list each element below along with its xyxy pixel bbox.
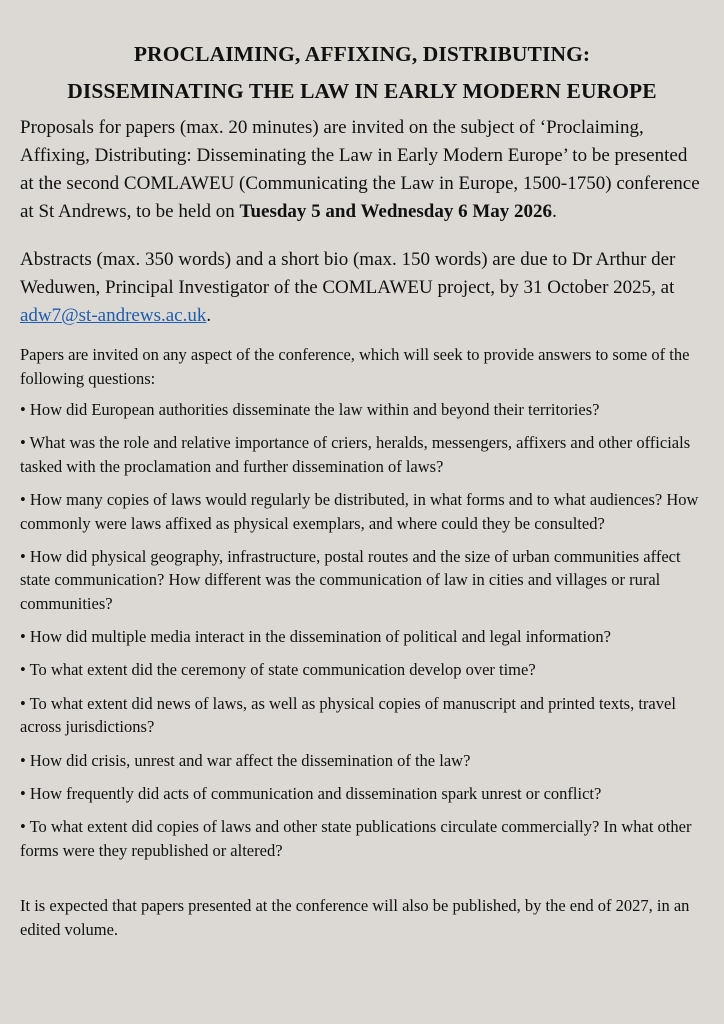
- question-item: [20, 782, 704, 806]
- question-text: To what extent did copies of laws and other state publications circulate commercially? In what other forms were they republished or altered?: [20, 817, 692, 860]
- bullet-icon: •: [20, 433, 26, 453]
- abstracts-text: Abstracts (max. 350 words) and a short bio (max. 150 words) are due to Dr Arthur der Weduwen, Principal Investigator of the COMLAWEU project, by 31 October 2025, at: [20, 249, 676, 298]
- abstracts-end: .: [206, 305, 212, 326]
- bullet-icon: •: [20, 750, 26, 770]
- question-text: To what extent did the ceremony of state communication develop over time?: [29, 660, 536, 680]
- question-text: How did crisis, unrest and war affect the dissemination of the law?: [29, 750, 471, 770]
- question-item: [20, 692, 704, 739]
- bullet-icon: •: [20, 627, 26, 647]
- intro-text: Proposals for papers (max. 20 minutes) are invited on the subject of ‘Proclaiming, Affixing, Distributing: Disseminating the Law in Early Modern Europe’ to be presented at the second COMLAWEU (Communicating the Law in Europe, 1500-1750) conference at St Andrews, to be held on: [20, 117, 700, 222]
- bullet-icon: •: [20, 783, 26, 803]
- title-line-1: PROCLAIMING, AFFIXING, DISTRIBUTING:: [133, 42, 591, 66]
- question-text: How did multiple media interact in the dissemination of political and legal information?: [29, 627, 611, 647]
- intro-end: .: [552, 201, 557, 222]
- question-item: [20, 625, 704, 649]
- intro-paragraph: [20, 114, 704, 226]
- question-text: To what extent did news of laws, as well as physical copies of manuscript and printed texts, travel across jurisdictions?: [20, 693, 676, 737]
- question-text: How did European authorities disseminate the law within and beyond their territories?: [29, 400, 600, 419]
- call-for-papers-document: [20, 36, 704, 941]
- question-text: What was the role and relative importance of criers, heralds, messengers, affixers and other officials tasked with the proclamation and further dissemination of laws?: [20, 433, 691, 476]
- questions-list: [20, 398, 704, 862]
- question-text: How frequently did acts of communication and dissemination spark unrest or conflict?: [29, 783, 602, 803]
- question-item: [20, 545, 704, 616]
- bullet-icon: •: [20, 400, 26, 419]
- bullet-icon: •: [20, 693, 26, 713]
- closing-paragraph: It is expected that papers presented at the conference will also be published, by the end of 2027, in an edited volume.: [20, 896, 690, 939]
- bullet-icon: •: [20, 660, 26, 680]
- question-item: [20, 431, 704, 478]
- question-item: [20, 488, 704, 535]
- email-link[interactable]: adw7@st-andrews.ac.uk: [20, 305, 207, 326]
- bullet-icon: •: [20, 546, 26, 566]
- abstracts-paragraph: [20, 246, 704, 330]
- question-item: [20, 658, 704, 682]
- questions-intro: Papers are invited on any aspect of the conference, which will seek to provide answers to some of the following questions:: [20, 345, 690, 388]
- question-item: [20, 749, 704, 773]
- question-text: How did physical geography, infrastructure, postal routes and the size of urban communities affect state communication? How different was the communication of law in cities and villages or rural communities?: [20, 546, 681, 613]
- document-title: [20, 36, 704, 110]
- bullet-icon: •: [20, 490, 26, 510]
- question-item: [20, 815, 704, 862]
- bullet-icon: •: [20, 817, 26, 837]
- question-text: How many copies of laws would regularly be distributed, in what forms and to what audiences? How commonly were laws affixed as physical exemplars, and where could they be consulted?: [20, 490, 699, 533]
- title-line-2: DISSEMINATING THE LAW IN EARLY MODERN EUROPE: [67, 79, 657, 103]
- question-item: [20, 398, 704, 422]
- conference-dates: Tuesday 5 and Wednesday 6 May 2026: [239, 201, 553, 222]
